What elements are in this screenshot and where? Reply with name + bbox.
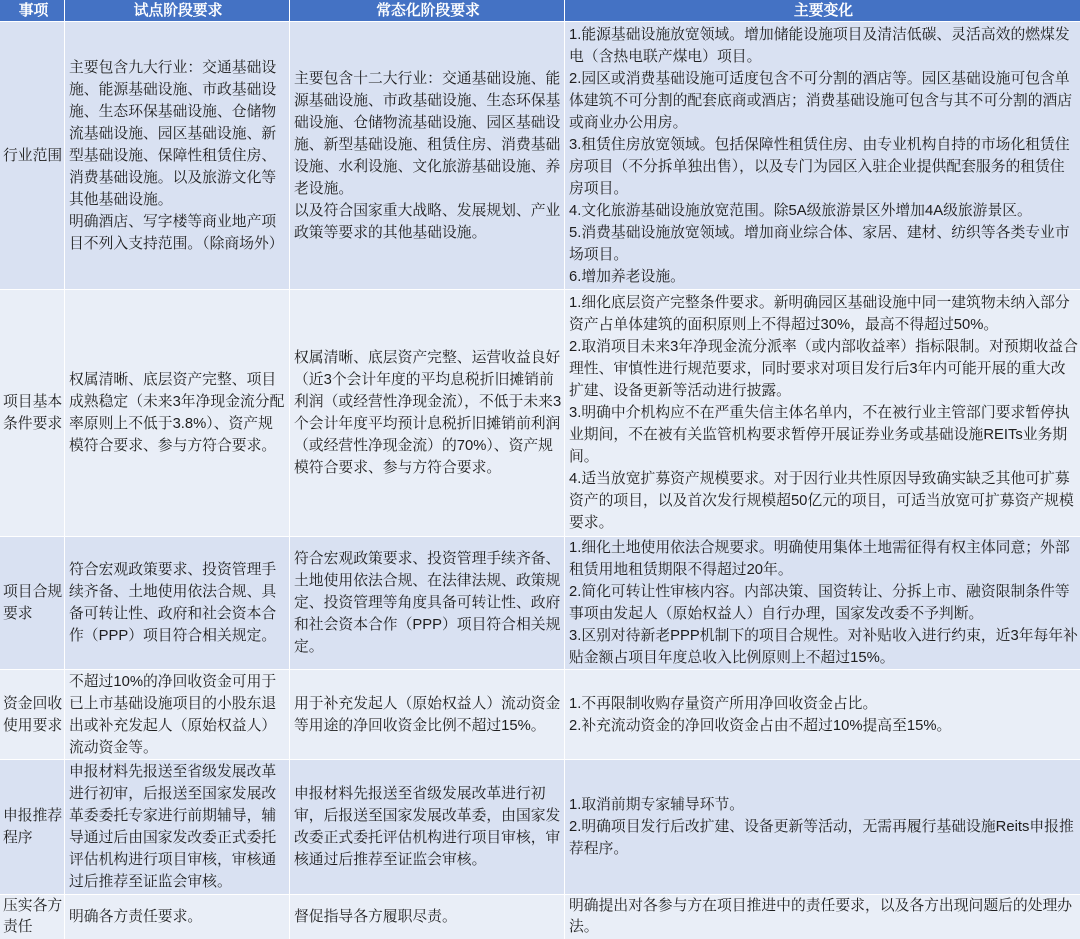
change-item: 5.消费基础设施放宽领域。增加商业综合体、家居、建材、纺织等各类专业市场项目。 bbox=[569, 224, 1070, 263]
change-item: 1.细化土地使用依法合规要求。明确使用集体土地需征得有权主体同意；外部租赁用地租赁期限不得超过20年。 bbox=[569, 540, 1070, 578]
change-item: 3.明确中介机构应不在严重失信主体名单内，不在被行业主管部门要求暂停执业期间，不在被有关监管机构要求暂停开展证券业务或基础设施REITs业务期间。 bbox=[569, 405, 1070, 465]
change-item: 2.取消项目未来3年净现金流分派率（或内部收益率）指标限制。对预期收益合理性、审慎性进行规范要求，同时要求对项目发行后3年内可能开展的重大改扩建、设备更新等活动进行披露。 bbox=[569, 339, 1078, 399]
industry-scope-normal bbox=[290, 22, 565, 290]
industry-scope-changes bbox=[565, 22, 1080, 290]
pilot-paragraph: 权属清晰、底层资产完整、项目成熟稳定（未来3年净现金流分配率原则上不低于3.8%）、资产规模符合要求、参与方符合要求。 bbox=[69, 372, 285, 454]
change-item: 2.明确项目发行后改扩建、设备更新等活动，无需再履行基础设施Reits申报推荐程序。 bbox=[569, 819, 1074, 857]
change-item: 3.区别对待新老PPP机制下的项目合规性。对补贴收入进行约束，近3年每年补贴金额占项目年度总收入比例原则上不超过15%。 bbox=[569, 628, 1078, 666]
pilot-paragraph: 符合宏观政策要求、投资管理手续齐备、土地使用依法合规、具备可转让性、政府和社会资本合作（PPP）项目符合相关规定。 bbox=[69, 562, 277, 644]
fund-use-pilot bbox=[65, 670, 290, 760]
change-item: 2.补充流动资金的净回收资金占由不超过10%提高至15%。 bbox=[569, 717, 952, 734]
row-label-text: 项目基本条件要求 bbox=[3, 394, 63, 432]
normal-paragraph: 以及符合国家重大战略、发展规划、产业政策等要求的其他基础设施。 bbox=[294, 202, 561, 241]
normal-paragraph: 督促指导各方履职尽责。 bbox=[294, 908, 457, 925]
pilot-paragraph: 主要包含九大行业：交通基础设施、能源基础设施、市政基础设施、生态环保基础设施、仓储物流基础设施、园区基础设施、新型基础设施、保障性租赁住房、消费基础设施。以及旅游文化等其他基础设施。 bbox=[69, 59, 277, 208]
header-item: 事项 bbox=[0, 0, 65, 22]
change-item: 4.适当放宽扩募资产规模要求。对于因行业共性原因导致确实缺乏其他可扩募资产的项目，以及首次发行规模超50亿元的项目，可适当放宽可扩募资产规模要求。 bbox=[569, 471, 1074, 531]
change-item: 2.简化可转让性审核内容。内部决策、国资转让、分拆上市、融资限制条件等事项由发起人（原始权益人）自行办理，国家发改委不予判断。 bbox=[569, 584, 1070, 622]
application-procedure-normal bbox=[290, 760, 565, 895]
fund-use-normal bbox=[290, 670, 565, 760]
header-changes: 主要变化 bbox=[565, 0, 1080, 22]
row-label-text: 申报推荐程序 bbox=[3, 808, 63, 846]
basic-conditions-label bbox=[0, 290, 65, 537]
row-label-text: 项目合规要求 bbox=[3, 584, 63, 622]
change-item: 3.租赁住房放宽领域。包括保障性租赁住房、由专业机构自持的市场化租赁住房项目（不分拆单独出售），以及专门为园区入驻企业提供配套服务的租赁住房项目。 bbox=[569, 136, 1070, 197]
compliance-pilot bbox=[65, 537, 290, 670]
row-label-text: 压实各方责任 bbox=[3, 898, 63, 935]
basic-conditions-normal bbox=[290, 290, 565, 537]
change-item: 6.增加养老设施。 bbox=[569, 268, 685, 285]
change-item: 1.不再限制收购存量资产所用净回收资金占比。 bbox=[569, 695, 878, 712]
application-procedure-pilot bbox=[65, 760, 290, 895]
pilot-paragraph: 申报材料先报送至省级发展改革进行初审，后报送至国家发展改革委委托专家进行前期辅导，辅导通过后由国家发改委正式委托评估机构进行项目审核，审核通过后推荐至证监会审核。 bbox=[69, 764, 277, 890]
change-item: 4.文化旅游基础设施放宽范围。除5A级旅游景区外增加4A级旅游景区。 bbox=[569, 202, 1032, 219]
pilot-paragraph: 明确酒店、写字楼等商业地产项目不列入支持范围。（除商场外） bbox=[69, 213, 284, 252]
normal-paragraph: 用于补充发起人（原始权益人）流动资金等用途的净回收资金比例不超过15%。 bbox=[294, 695, 561, 734]
change-item: 明确提出对各参与方在项目推进中的责任要求，以及各方出现问题后的处理办法。 bbox=[569, 898, 1073, 935]
row-label-text: 资金回收使用要求 bbox=[3, 695, 63, 734]
compliance-changes bbox=[565, 537, 1080, 670]
change-item: 2.园区或消费基础设施可适度包含不可分割的酒店等。园区基础设施可包含单体建筑不可分割的配套底商或酒店；消费基础设施可包含与其不可分割的酒店或商业办公用房。 bbox=[569, 70, 1073, 131]
industry-scope-label bbox=[0, 22, 65, 290]
application-procedure-changes bbox=[565, 760, 1080, 895]
normal-paragraph: 主要包含十二大行业：交通基础设施、能源基础设施、市政基础设施、生态环保基础设施、仓储物流基础设施、园区基础设施、新型基础设施、租赁住房、消费基础设施、水利设施、文化旅游基础设施、养老设施。 bbox=[294, 70, 561, 197]
header-normal: 常态化阶段要求 bbox=[290, 0, 565, 22]
basic-conditions-changes bbox=[565, 290, 1080, 537]
responsibilities-normal bbox=[290, 895, 565, 939]
compliance-normal bbox=[290, 537, 565, 670]
fund-use-changes bbox=[565, 670, 1080, 760]
responsibilities-label bbox=[0, 895, 65, 939]
pilot-paragraph: 明确各方责任要求。 bbox=[69, 908, 203, 925]
pilot-paragraph: 不超过10%的净回收资金可用于已上市基础设施项目的小股东退出或补充发起人（原始权益人）流动资金等。 bbox=[69, 673, 277, 756]
industry-scope-pilot bbox=[65, 22, 290, 290]
change-item: 1.能源基础设施放宽领域。增加储能设施项目及清洁低碳、灵活高效的燃煤发电（含热电联产煤电）项目。 bbox=[569, 26, 1070, 65]
fund-use-label bbox=[0, 670, 65, 760]
header-pilot: 试点阶段要求 bbox=[65, 0, 290, 22]
change-item: 1.细化底层资产完整条件要求。新明确园区基础设施中同一建筑物未纳入部分资产占单体建筑的面积原则上不得超过30%，最高不得超过50%。 bbox=[569, 295, 1070, 333]
application-procedure-label bbox=[0, 760, 65, 895]
responsibilities-pilot bbox=[65, 895, 290, 939]
responsibilities-changes bbox=[565, 895, 1080, 939]
normal-paragraph: 符合宏观政策要求、投资管理手续齐备、土地使用依法合规、在法律法规、政策规定、投资管理等角度具备可转让性、政府和社会资本合作（PPP）项目符合相关规定。 bbox=[294, 551, 561, 655]
basic-conditions-pilot bbox=[65, 290, 290, 537]
compliance-label bbox=[0, 537, 65, 670]
normal-paragraph: 申报材料先报送至省级发展改革进行初审，后报送至国家发展改革委，由国家发改委正式委托评估机构进行项目审核，审核通过后推荐至证监会审核。 bbox=[294, 786, 561, 868]
change-item: 1.取消前期专家辅导环节。 bbox=[569, 797, 745, 813]
normal-paragraph: 权属清晰、底层资产完整、运营收益良好（近3个会计年度的平均息税折旧摊销前利润（或经营性净现金流），不低于未来3个会计年度平均预计息税折旧摊销前利润（或经营性净现金流）的70%）、资产规模符合要求、参与方符合要求。 bbox=[294, 350, 562, 476]
row-label-text: 行业范围 bbox=[3, 147, 63, 164]
